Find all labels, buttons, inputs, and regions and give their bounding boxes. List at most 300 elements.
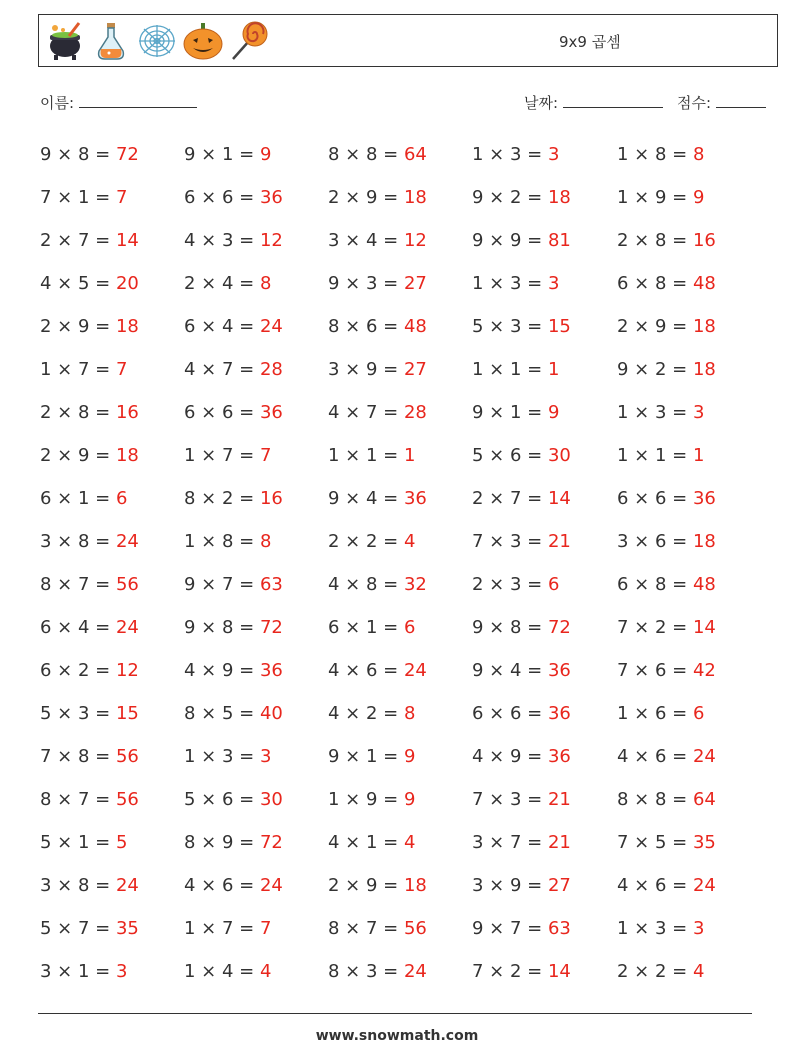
problem-question: 9 × 8 =: [184, 617, 260, 638]
problem-cell: [472, 611, 571, 645]
problem-answer: 18: [547, 187, 571, 208]
potion-bottle-icon: [89, 19, 133, 63]
problem-answer: 36: [259, 402, 283, 423]
problem-answer: 7: [259, 918, 272, 939]
problem-cell: [472, 783, 571, 817]
problem-question: 7 × 8 =: [40, 746, 116, 767]
problem-cell: [328, 568, 427, 602]
problem-answer: 7: [115, 187, 128, 208]
problem-cell: [472, 740, 571, 774]
problem-answer: 64: [692, 789, 716, 810]
name-line: [79, 93, 197, 108]
problem-question: 8 × 7 =: [40, 789, 116, 810]
problem-cell: [40, 396, 139, 430]
problem-cell: [617, 396, 704, 430]
problem-question: 3 × 4 =: [328, 230, 404, 251]
problem-cell: [617, 267, 716, 301]
problem-cell: [328, 353, 427, 387]
problem-cell: [472, 568, 559, 602]
problem-answer: 18: [692, 531, 716, 552]
problem-answer: 12: [403, 230, 427, 251]
problem-question: 1 × 8 =: [617, 144, 693, 165]
problem-question: 8 × 6 =: [328, 316, 404, 337]
problem-answer: 27: [547, 875, 571, 896]
problem-question: 9 × 3 =: [328, 273, 404, 294]
problem-cell: [40, 267, 139, 301]
problem-cell: [472, 912, 571, 946]
problem-cell: [40, 310, 139, 344]
problem-cell: [472, 310, 571, 344]
problem-question: 2 × 2 =: [328, 531, 404, 552]
problem-cell: [328, 912, 427, 946]
problem-answer: 63: [547, 918, 571, 939]
problem-cell: [184, 267, 271, 301]
problem-answer: 21: [547, 832, 571, 853]
problem-answer: 8: [692, 144, 705, 165]
problem-cell: [328, 740, 415, 774]
problem-cell: [617, 181, 704, 215]
cauldron-icon: [43, 19, 87, 63]
problem-cell: [617, 955, 704, 989]
problem-question: 8 × 7 =: [40, 574, 116, 595]
problem-question: 1 × 3 =: [617, 918, 693, 939]
problem-question: 8 × 7 =: [328, 918, 404, 939]
problem-question: 9 × 1 =: [472, 402, 548, 423]
problem-question: 6 × 4 =: [40, 617, 116, 638]
problem-answer: 24: [259, 316, 283, 337]
problem-question: 1 × 7 =: [40, 359, 116, 380]
problem-question: 6 × 4 =: [184, 316, 260, 337]
problem-question: 1 × 7 =: [184, 445, 260, 466]
problem-answer: 28: [259, 359, 283, 380]
lollipop-icon: [227, 19, 271, 63]
problem-cell: [184, 568, 283, 602]
problem-answer: 63: [259, 574, 283, 595]
problem-question: 3 × 8 =: [40, 875, 116, 896]
problem-cell: [617, 869, 716, 903]
problem-cell: [328, 267, 427, 301]
problem-question: 9 × 9 =: [472, 230, 548, 251]
problem-cell: [328, 697, 415, 731]
problem-question: 6 × 8 =: [617, 574, 693, 595]
problem-answer: 21: [547, 789, 571, 810]
problem-question: 9 × 2 =: [472, 187, 548, 208]
problem-answer: 48: [692, 574, 716, 595]
problem-question: 1 × 3 =: [617, 402, 693, 423]
problem-answer: 30: [259, 789, 283, 810]
footer-divider: [38, 1013, 752, 1014]
problem-answer: 72: [115, 144, 139, 165]
problem-cell: [184, 396, 283, 430]
problem-answer: 36: [547, 703, 571, 724]
problem-question: 8 × 8 =: [617, 789, 693, 810]
problem-answer: 9: [403, 746, 416, 767]
problem-cell: [40, 181, 127, 215]
pumpkin-icon: [181, 19, 225, 63]
problem-answer: 8: [259, 531, 272, 552]
worksheet-title: 9x9 곱셈: [559, 33, 621, 51]
problem-question: 2 × 2 =: [617, 961, 693, 982]
problem-cell: [617, 912, 704, 946]
problem-answer: 9: [403, 789, 416, 810]
problem-question: 7 × 1 =: [40, 187, 116, 208]
problem-answer: 18: [403, 875, 427, 896]
problem-cell: [184, 826, 283, 860]
problem-cell: [40, 611, 139, 645]
problem-cell: [328, 396, 427, 430]
problem-question: 5 × 3 =: [40, 703, 116, 724]
problem-cell: [184, 611, 283, 645]
problem-cell: [184, 439, 271, 473]
problem-cell: [184, 783, 283, 817]
problem-answer: 18: [115, 445, 139, 466]
problem-answer: 14: [547, 488, 571, 509]
problem-answer: 18: [692, 316, 716, 337]
problem-question: 4 × 9 =: [184, 660, 260, 681]
problem-answer: 1: [547, 359, 560, 380]
problem-answer: 36: [259, 187, 283, 208]
problem-question: 1 × 8 =: [184, 531, 260, 552]
problem-answer: 14: [115, 230, 139, 251]
problem-cell: [40, 955, 127, 989]
problem-answer: 72: [259, 617, 283, 638]
problem-cell: [184, 310, 283, 344]
problem-question: 2 × 4 =: [184, 273, 260, 294]
problem-question: 4 × 3 =: [184, 230, 260, 251]
problem-answer: 24: [692, 746, 716, 767]
problem-answer: 6: [547, 574, 560, 595]
problem-question: 4 × 8 =: [328, 574, 404, 595]
problem-question: 5 × 3 =: [472, 316, 548, 337]
problem-answer: 9: [259, 144, 272, 165]
problem-answer: 1: [403, 445, 416, 466]
date-field[interactable]: [524, 92, 663, 113]
problem-cell: [40, 138, 139, 172]
problem-cell: [617, 525, 716, 559]
problem-cell: [40, 224, 139, 258]
problem-answer: 6: [692, 703, 705, 724]
problem-cell: [40, 740, 139, 774]
problem-question: 8 × 3 =: [328, 961, 404, 982]
problem-answer: 36: [259, 660, 283, 681]
problem-answer: 36: [547, 660, 571, 681]
problem-cell: [617, 224, 716, 258]
problem-cell: [472, 353, 559, 387]
date-line: [563, 93, 663, 108]
problem-answer: 20: [115, 273, 139, 294]
problem-answer: 56: [115, 789, 139, 810]
problem-question: 7 × 2 =: [617, 617, 693, 638]
problem-answer: 21: [547, 531, 571, 552]
problem-cell: [472, 267, 559, 301]
problem-answer: 12: [115, 660, 139, 681]
problem-cell: [40, 697, 139, 731]
icon-strip: [43, 19, 271, 63]
problem-answer: 72: [259, 832, 283, 853]
problem-question: 1 × 9 =: [617, 187, 693, 208]
problem-answer: 24: [692, 875, 716, 896]
problem-cell: [472, 525, 571, 559]
problem-cell: [472, 138, 559, 172]
problem-question: 4 × 7 =: [184, 359, 260, 380]
problem-question: 3 × 1 =: [40, 961, 116, 982]
problem-question: 2 × 7 =: [472, 488, 548, 509]
problem-cell: [472, 224, 571, 258]
problem-cell: [40, 525, 139, 559]
problem-cell: [40, 654, 139, 688]
problem-question: 5 × 7 =: [40, 918, 116, 939]
problem-answer: 14: [692, 617, 716, 638]
problem-cell: [184, 353, 283, 387]
problem-question: 1 × 4 =: [184, 961, 260, 982]
problem-question: 5 × 6 =: [472, 445, 548, 466]
problem-cell: [472, 697, 571, 731]
problem-question: 1 × 9 =: [328, 789, 404, 810]
problem-answer: 30: [547, 445, 571, 466]
problem-cell: [184, 955, 271, 989]
score-label: 점수:: [677, 94, 712, 112]
problem-cell: [328, 869, 427, 903]
problem-question: 9 × 2 =: [617, 359, 693, 380]
problem-cell: [184, 525, 271, 559]
problem-answer: 9: [692, 187, 705, 208]
problem-cell: [184, 740, 271, 774]
problem-answer: 35: [692, 832, 716, 853]
score-line: [716, 93, 766, 108]
problem-cell: [328, 310, 427, 344]
problem-question: 9 × 4 =: [328, 488, 404, 509]
problem-answer: 8: [403, 703, 416, 724]
problem-answer: 40: [259, 703, 283, 724]
problem-answer: 9: [547, 402, 560, 423]
problem-cell: [617, 138, 704, 172]
problem-cell: [617, 654, 716, 688]
problem-answer: 18: [115, 316, 139, 337]
problem-question: 4 × 6 =: [184, 875, 260, 896]
problem-cell: [328, 955, 427, 989]
problem-answer: 6: [403, 617, 416, 638]
problem-cell: [472, 396, 559, 430]
problem-answer: 24: [115, 875, 139, 896]
problem-answer: 32: [403, 574, 427, 595]
problem-answer: 24: [403, 660, 427, 681]
problem-question: 1 × 7 =: [184, 918, 260, 939]
problem-question: 1 × 3 =: [472, 273, 548, 294]
problem-answer: 3: [259, 746, 272, 767]
problem-answer: 48: [692, 273, 716, 294]
problem-question: 1 × 1 =: [328, 445, 404, 466]
problem-cell: [328, 611, 415, 645]
header-box: [38, 14, 778, 67]
problem-answer: 16: [692, 230, 716, 251]
problem-question: 6 × 1 =: [40, 488, 116, 509]
problem-cell: [40, 826, 127, 860]
problem-cell: [617, 310, 716, 344]
problem-cell: [472, 654, 571, 688]
problem-question: 2 × 9 =: [328, 875, 404, 896]
problem-question: 3 × 7 =: [472, 832, 548, 853]
problem-cell: [184, 654, 283, 688]
problem-answer: 4: [403, 531, 416, 552]
problem-question: 1 × 3 =: [472, 144, 548, 165]
problem-cell: [184, 912, 271, 946]
problem-cell: [40, 353, 127, 387]
problem-question: 8 × 2 =: [184, 488, 260, 509]
problem-answer: 48: [403, 316, 427, 337]
problem-answer: 7: [259, 445, 272, 466]
score-field[interactable]: [677, 92, 766, 113]
problem-answer: 8: [259, 273, 272, 294]
problem-cell: [328, 525, 415, 559]
problem-cell: [184, 181, 283, 215]
problem-question: 4 × 6 =: [617, 875, 693, 896]
problem-cell: [472, 181, 571, 215]
problem-cell: [617, 783, 716, 817]
problem-question: 8 × 5 =: [184, 703, 260, 724]
problem-answer: 36: [547, 746, 571, 767]
problem-cell: [472, 439, 571, 473]
problem-question: 7 × 2 =: [472, 961, 548, 982]
problem-question: 2 × 8 =: [40, 402, 116, 423]
problem-answer: 56: [115, 746, 139, 767]
problem-cell: [472, 869, 571, 903]
problem-question: 9 × 1 =: [184, 144, 260, 165]
problem-question: 3 × 9 =: [328, 359, 404, 380]
problem-answer: 24: [403, 961, 427, 982]
problem-question: 2 × 9 =: [617, 316, 693, 337]
problem-cell: [40, 482, 127, 516]
problem-cell: [617, 353, 716, 387]
problem-answer: 36: [692, 488, 716, 509]
problem-answer: 15: [547, 316, 571, 337]
problem-cell: [472, 826, 571, 860]
problem-question: 7 × 3 =: [472, 531, 548, 552]
problem-cell: [617, 697, 704, 731]
name-field[interactable]: [40, 92, 197, 113]
problem-answer: 24: [115, 531, 139, 552]
problem-answer: 14: [547, 961, 571, 982]
problem-cell: [40, 439, 139, 473]
problem-answer: 4: [259, 961, 272, 982]
problem-question: 4 × 7 =: [328, 402, 404, 423]
problem-answer: 24: [115, 617, 139, 638]
problem-answer: 16: [259, 488, 283, 509]
problem-answer: 64: [403, 144, 427, 165]
problem-cell: [328, 224, 427, 258]
problem-cell: [472, 482, 571, 516]
problem-answer: 27: [403, 273, 427, 294]
problem-question: 8 × 8 =: [328, 144, 404, 165]
problem-question: 4 × 5 =: [40, 273, 116, 294]
problem-cell: [40, 912, 139, 946]
problem-answer: 6: [115, 488, 128, 509]
problem-cell: [328, 439, 415, 473]
problem-cell: [40, 869, 139, 903]
problem-answer: 3: [692, 402, 705, 423]
problem-question: 1 × 1 =: [472, 359, 548, 380]
problem-question: 3 × 8 =: [40, 531, 116, 552]
problem-cell: [472, 955, 571, 989]
problem-question: 1 × 6 =: [617, 703, 693, 724]
problem-question: 1 × 3 =: [184, 746, 260, 767]
problem-question: 9 × 8 =: [40, 144, 116, 165]
problem-question: 6 × 6 =: [472, 703, 548, 724]
problem-answer: 56: [115, 574, 139, 595]
problem-question: 4 × 9 =: [472, 746, 548, 767]
problem-question: 2 × 8 =: [617, 230, 693, 251]
problem-question: 2 × 9 =: [40, 316, 116, 337]
problem-question: 8 × 9 =: [184, 832, 260, 853]
problem-answer: 15: [115, 703, 139, 724]
problem-cell: [328, 654, 427, 688]
problem-question: 7 × 3 =: [472, 789, 548, 810]
problem-question: 6 × 2 =: [40, 660, 116, 681]
problem-answer: 36: [403, 488, 427, 509]
problem-question: 5 × 6 =: [184, 789, 260, 810]
problem-question: 6 × 6 =: [184, 187, 260, 208]
problem-cell: [328, 138, 427, 172]
problem-answer: 3: [547, 273, 560, 294]
problem-answer: 3: [115, 961, 128, 982]
problem-question: 9 × 7 =: [472, 918, 548, 939]
problem-question: 9 × 7 =: [184, 574, 260, 595]
problem-cell: [617, 439, 704, 473]
problem-question: 6 × 1 =: [328, 617, 404, 638]
date-label: 날짜:: [524, 94, 559, 112]
name-label: 이름:: [40, 94, 75, 112]
problem-question: 2 × 3 =: [472, 574, 548, 595]
problem-question: 6 × 6 =: [617, 488, 693, 509]
problem-cell: [40, 568, 139, 602]
problem-answer: 72: [547, 617, 571, 638]
problem-answer: 42: [692, 660, 716, 681]
problem-question: 4 × 1 =: [328, 832, 404, 853]
problem-cell: [184, 224, 283, 258]
problem-cell: [617, 611, 716, 645]
problem-answer: 4: [692, 961, 705, 982]
problem-question: 9 × 1 =: [328, 746, 404, 767]
problem-question: 3 × 9 =: [472, 875, 548, 896]
problem-question: 7 × 5 =: [617, 832, 693, 853]
problem-answer: 27: [403, 359, 427, 380]
spider-web-icon: [135, 19, 179, 63]
problem-question: 2 × 9 =: [40, 445, 116, 466]
problem-cell: [328, 482, 427, 516]
problem-question: 2 × 7 =: [40, 230, 116, 251]
problem-question: 7 × 6 =: [617, 660, 693, 681]
problem-answer: 18: [692, 359, 716, 380]
problem-question: 4 × 2 =: [328, 703, 404, 724]
problem-cell: [617, 482, 716, 516]
problem-answer: 16: [115, 402, 139, 423]
problem-answer: 12: [259, 230, 283, 251]
problem-cell: [617, 568, 716, 602]
problem-answer: 35: [115, 918, 139, 939]
problem-answer: 5: [115, 832, 128, 853]
problem-question: 9 × 4 =: [472, 660, 548, 681]
problem-question: 9 × 8 =: [472, 617, 548, 638]
problem-question: 6 × 8 =: [617, 273, 693, 294]
problem-answer: 4: [403, 832, 416, 853]
problem-cell: [184, 869, 283, 903]
problem-question: 4 × 6 =: [328, 660, 404, 681]
problem-cell: [617, 826, 716, 860]
problem-answer: 56: [403, 918, 427, 939]
footer-url: www.snowmath.com: [315, 1028, 479, 1044]
problem-cell: [40, 783, 139, 817]
problem-answer: 1: [692, 445, 705, 466]
problem-question: 1 × 1 =: [617, 445, 693, 466]
